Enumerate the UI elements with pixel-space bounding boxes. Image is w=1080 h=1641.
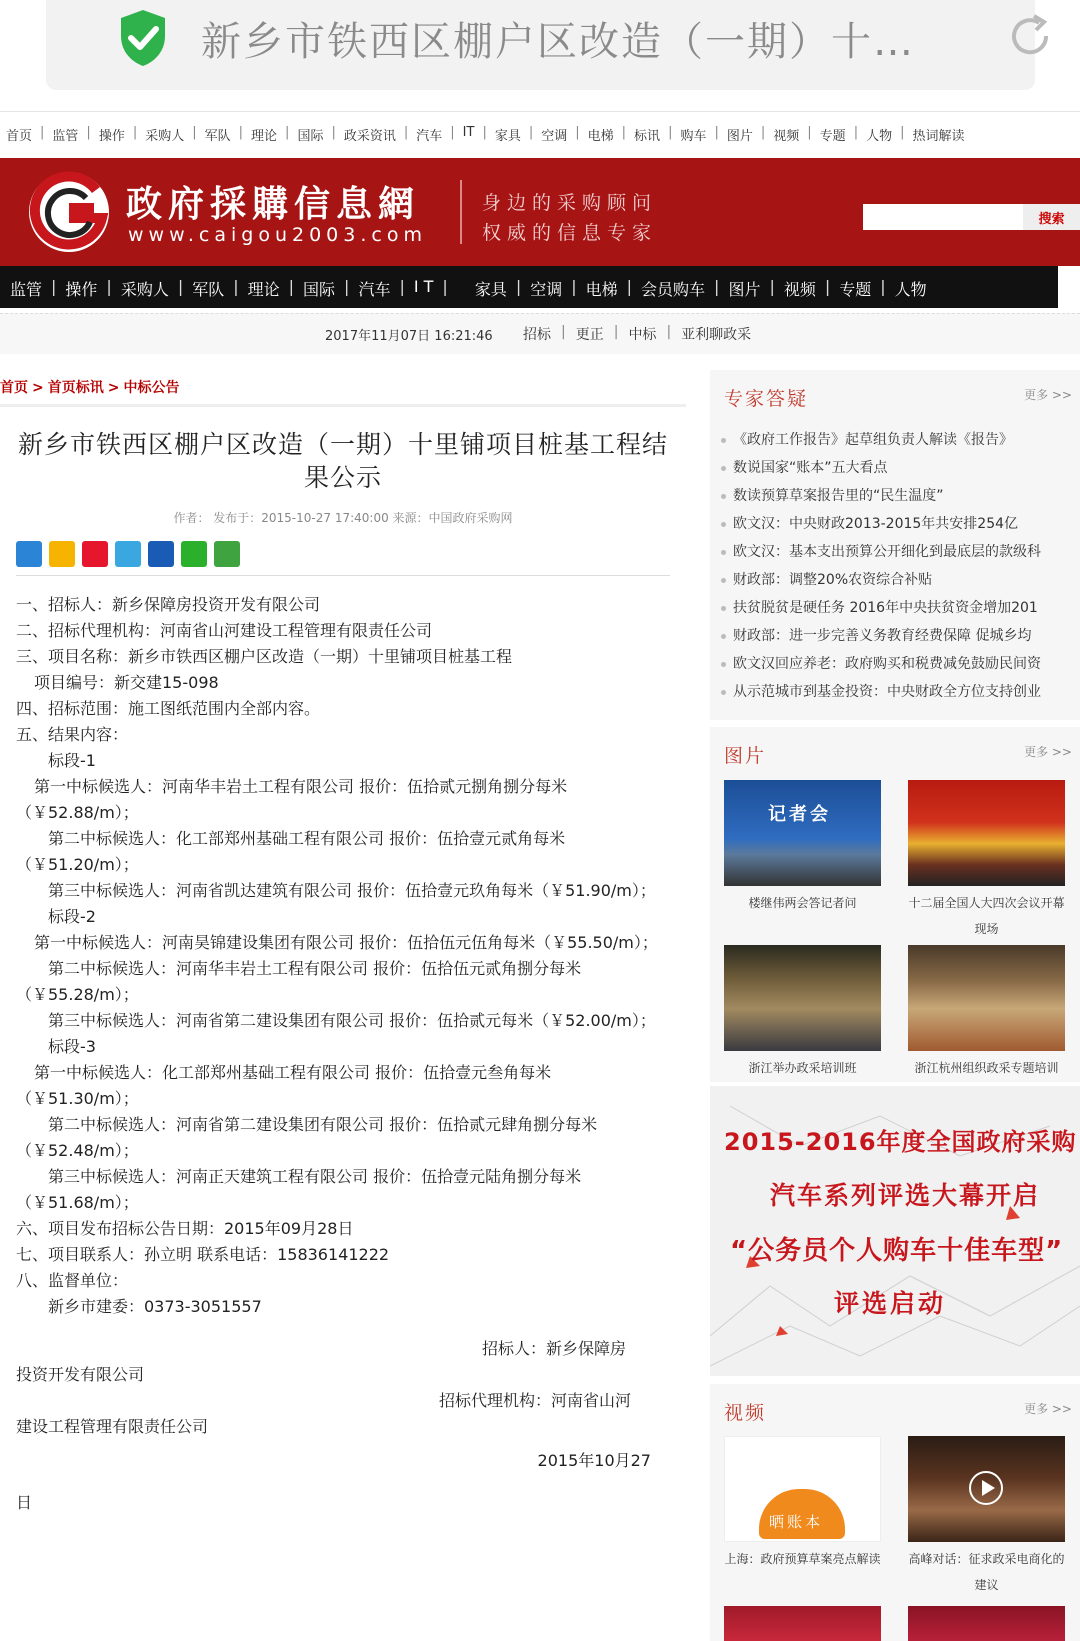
photo-card[interactable] xyxy=(724,945,881,1081)
share-more-icon[interactable] xyxy=(16,541,42,567)
video-cartoon-text: 晒账本 xyxy=(769,1513,824,1531)
play-icon[interactable] xyxy=(968,1470,1004,1506)
expert-qa-item[interactable]: 扶贫脱贫是硬任务 2016年中央扶贫资金增加201 xyxy=(720,594,1072,622)
breadcrumb-bid-news[interactable]: 首页标讯 xyxy=(47,380,104,396)
top-nav-item[interactable]: 首页 xyxy=(6,129,33,144)
photo-caption[interactable]: 十二届全国人大四次会议开幕现场 xyxy=(908,896,1065,936)
article-line: 第二中标候选人：化工部郑州基础工程有限公司 报价：伍拾壹元贰角每米（￥51.20/m）； xyxy=(16,829,566,874)
top-nav-item[interactable]: 专题 xyxy=(819,129,846,144)
sign-agent-b: 建设工程管理有限责任公司 xyxy=(16,1417,209,1436)
top-nav-item[interactable]: 采购人 xyxy=(145,129,185,144)
nav-separator: | xyxy=(760,125,766,140)
share-tencent-icon[interactable] xyxy=(115,541,141,567)
top-nav xyxy=(0,111,1080,156)
main-nav-item[interactable]: 空调 xyxy=(530,280,563,299)
photo-npc-session[interactable] xyxy=(908,780,1065,886)
article-meta: 作者： 发布于：2015-10-27 17:40:00 来源：中国政府采购网 xyxy=(173,511,513,525)
photo-hangzhou-training[interactable] xyxy=(908,945,1065,1051)
expert-qa-box xyxy=(710,370,1080,720)
video-card[interactable] xyxy=(724,1436,881,1572)
date-bar-link[interactable]: 招标 xyxy=(523,327,551,343)
expert-qa-item[interactable]: 欧文汉：中央财政2013-2015年共安排254亿 xyxy=(720,510,1072,538)
article-line: 第三中标候选人：河南正天建筑工程有限公司 报价：伍拾壹元陆角捌分每米（￥51.68/m）； xyxy=(16,1167,582,1212)
main-nav-item[interactable]: 人物 xyxy=(894,280,927,299)
main-nav-item[interactable]: 国际 xyxy=(303,280,336,299)
share-bar xyxy=(16,541,247,567)
breadcrumb: 首页 > 首页标讯 > 中标公告 xyxy=(0,380,180,396)
search-button[interactable]: 搜索 xyxy=(1023,204,1080,230)
search-box xyxy=(863,204,1080,230)
share-divider xyxy=(16,575,670,576)
main-nav-item[interactable]: 军队 xyxy=(192,280,225,299)
nav-separator: | xyxy=(853,125,859,140)
article-line: 第一中标候选人：河南昊锦建设集团有限公司 报价：伍拾伍元伍角每米（￥55.50/m）； xyxy=(34,933,658,952)
video-dialogue[interactable] xyxy=(908,1436,1065,1542)
nav-separator: | xyxy=(51,277,57,296)
top-nav-item[interactable]: 汽车 xyxy=(416,129,443,144)
nav-separator: | xyxy=(331,125,336,140)
expert-qa-item[interactable]: 从示范城市到基金投资：中央财政全方位支持创业 xyxy=(720,678,1072,706)
browser-bar xyxy=(0,0,1080,104)
nav-separator: | xyxy=(177,277,184,296)
banner-divider xyxy=(460,180,462,244)
expert-qa-title: 专家答疑 xyxy=(724,388,809,410)
share-qzone-icon[interactable] xyxy=(49,541,75,567)
nav-separator: | xyxy=(807,125,812,140)
nav-separator: | xyxy=(714,125,719,140)
share-weibo-icon[interactable] xyxy=(82,541,108,567)
nav-separator: | xyxy=(561,324,566,340)
article-line: 第二中标候选人：河南华丰岩土工程有限公司 报价：伍拾伍元贰角捌分每米（￥55.28/m）； xyxy=(16,959,582,1004)
main-nav-item[interactable]: 采购人 xyxy=(120,280,169,299)
site-url: www.caigou2003.com xyxy=(128,224,427,246)
share-renren-icon[interactable] xyxy=(148,541,174,567)
sign-date-b: 日 xyxy=(16,1493,33,1512)
top-nav-item[interactable]: 国际 xyxy=(297,129,324,144)
nav-separator: | xyxy=(132,125,138,140)
article-body xyxy=(16,592,671,1516)
main-nav-item[interactable]: 汽车 xyxy=(358,280,391,299)
article-line: 第三中标候选人：河南省凯达建筑有限公司 报价：伍拾壹元玖角每米（￥51.90/m）； xyxy=(48,881,656,900)
photos-more-link[interactable]: 更多 >> xyxy=(1024,745,1072,759)
reload-icon[interactable] xyxy=(1006,12,1054,60)
nav-separator: | xyxy=(238,125,244,140)
article-line: 标段-1 xyxy=(48,751,96,770)
video-card[interactable] xyxy=(908,1436,1065,1598)
main-nav-item[interactable]: 监管 xyxy=(10,280,43,299)
site-banner xyxy=(0,158,1080,266)
nav-separator: | xyxy=(399,277,405,296)
expert-qa-item[interactable]: 数读预算草案报告里的“民生温度” xyxy=(720,482,1072,510)
main-nav-item[interactable]: 电梯 xyxy=(585,280,618,299)
expert-qa-item[interactable]: 《政府工作报告》起草组负责人解读《报告》 xyxy=(720,426,1072,454)
site-name: 政府採購信息網 xyxy=(126,183,421,225)
date-bar-link[interactable]: 更正 xyxy=(575,327,604,343)
photo-card[interactable] xyxy=(908,780,1065,942)
top-nav-item[interactable]: 家具 xyxy=(494,129,521,144)
article-line: 第一中标候选人：化工部郑州基础工程有限公司 报价：伍拾壹元叁角每米（￥51.30/m）； xyxy=(16,1063,552,1108)
photos-title: 图片 xyxy=(724,745,767,767)
top-nav-item[interactable]: 图片 xyxy=(726,129,753,144)
photo-card[interactable] xyxy=(724,780,881,916)
slogan-line1: 身边的采购顾问 xyxy=(482,192,658,214)
expert-qa-item[interactable]: 欧文汉：基本支出预算公开细化到最底层的款级科 xyxy=(720,538,1072,566)
article-title xyxy=(0,428,686,494)
article-line: 八、监督单位： xyxy=(16,1271,129,1290)
date-bar-link[interactable]: 亚利聊政采 xyxy=(681,327,752,343)
article-line: 四、招标范围：施工图纸范围内全部内容。 xyxy=(16,699,321,718)
article-line: 三、项目名称：新乡市铁西区棚户区改造（一期）十里铺项目桩基工程 xyxy=(16,647,513,666)
top-nav-item[interactable]: 监管 xyxy=(52,129,79,144)
nav-separator: | xyxy=(666,324,672,340)
secure-shield-icon xyxy=(118,8,168,68)
main-nav-item[interactable]: 视频 xyxy=(783,280,816,299)
nav-separator: | xyxy=(575,125,580,140)
car-selection-ad[interactable] xyxy=(710,1086,1080,1376)
nav-separator: | xyxy=(192,125,197,140)
nav-separator: | xyxy=(344,277,350,296)
nav-separator: | xyxy=(528,125,534,140)
nav-separator: | xyxy=(403,125,409,140)
article-line: 新乡市建委：0373-3051557 xyxy=(48,1297,262,1316)
top-nav-item[interactable]: 购车 xyxy=(680,129,707,144)
sign-tenderer-a: 招标人：新乡保障房 xyxy=(481,1339,626,1358)
article-line: 一、招标人：新乡保障房投资开发有限公司 xyxy=(16,595,321,614)
main-nav-item[interactable]: 会员购车 xyxy=(641,280,706,299)
breadcrumb-home[interactable]: 首页 xyxy=(0,380,28,396)
article-line: 第三中标候选人：河南省第二建设集团有限公司 报价：伍拾贰元每米（￥52.00/m）； xyxy=(48,1011,656,1030)
nav-separator: | xyxy=(900,125,905,140)
address-bar[interactable] xyxy=(46,0,1035,90)
top-nav-item[interactable]: 视频 xyxy=(773,129,800,144)
date-bar-link[interactable]: 中标 xyxy=(628,327,657,343)
nav-separator: | xyxy=(515,277,522,296)
nav-separator: | xyxy=(106,277,112,296)
nav-separator: | xyxy=(40,125,45,140)
ad-line1: 2015-2016年度全国政府采购 xyxy=(724,1128,1077,1156)
video-caption[interactable]: 高峰对话：征求政采电商化的建议 xyxy=(908,1552,1065,1592)
nav-separator: | xyxy=(824,277,831,296)
site-logo-icon[interactable] xyxy=(24,168,114,256)
article-line: 第二中标候选人：河南省第二建设集团有限公司 报价：伍拾贰元肆角捌分每米（￥52.48/m）； xyxy=(16,1115,598,1160)
breadcrumb-award-notice[interactable]: 中标公告 xyxy=(123,380,180,396)
video-budget-cartoon[interactable] xyxy=(724,1436,881,1542)
article-line: 第一中标候选人：河南华丰岩土工程有限公司 报价：伍拾贰元捌角捌分每米（￥52.88/m）； xyxy=(16,777,568,822)
article-line: 六、项目发布招标公告日期：2015年09月28日 xyxy=(16,1219,354,1238)
video-caption[interactable]: 上海：政府预算草案亮点解读 xyxy=(724,1552,881,1566)
expert-qa-item[interactable]: 欧文汉回应养老：政府购买和税费减免鼓励民间资 xyxy=(720,650,1072,678)
nav-separator: | xyxy=(86,125,91,140)
nav-separator: | xyxy=(233,277,239,296)
nav-separator: | xyxy=(613,324,619,340)
article-line: 项目编号：新交建15-098 xyxy=(34,673,219,692)
article-title-text: 新乡市铁西区棚户区改造（一期）十里铺项目桩基工程结果公示 xyxy=(17,430,668,492)
share-wechat-icon[interactable] xyxy=(181,541,207,567)
page-title-url[interactable]: 新乡市铁西区棚户区改造（一期）十… xyxy=(201,19,915,65)
top-nav-item[interactable]: 政采资讯 xyxy=(343,129,396,144)
expert-qa-item[interactable]: 财政部：调整20%农资综合补贴 xyxy=(720,566,1072,594)
top-nav-item[interactable]: IT xyxy=(462,125,475,140)
nav-separator: | xyxy=(714,277,720,296)
photo-press-conference[interactable] xyxy=(724,780,881,886)
ad-line2: 汽车系列评选大幕开启 xyxy=(770,1181,1041,1210)
top-nav-item[interactable]: 军队 xyxy=(204,129,231,144)
videos-more-link[interactable]: 更多 >> xyxy=(1024,1402,1072,1416)
main-nav-item[interactable]: I T xyxy=(413,277,434,296)
photo-card[interactable] xyxy=(908,945,1065,1081)
ad-line3: “公务员个人购车十佳车型” xyxy=(730,1236,1064,1266)
main-nav-item[interactable]: 家具 xyxy=(474,280,507,299)
video-thumb-partial[interactable] xyxy=(724,1606,881,1641)
expert-qa-item[interactable]: 财政部：进一步完善义务教育经费保障 促城乡均 xyxy=(720,622,1072,650)
main-nav-item[interactable]: 理论 xyxy=(247,280,280,299)
date-bar xyxy=(0,313,1080,354)
article-line: 标段-3 xyxy=(48,1037,96,1056)
current-datetime: 2017年11月07日 16:21:46 xyxy=(325,329,493,344)
sign-tenderer-b: 投资开发有限公司 xyxy=(16,1365,145,1384)
nav-separator: | xyxy=(668,125,673,140)
article-line: 五、结果内容： xyxy=(16,725,129,744)
article-line: 标段-2 xyxy=(48,907,96,926)
top-nav-item[interactable]: 标讯 xyxy=(634,129,661,144)
nav-separator: | xyxy=(288,277,295,296)
article-line: 二、招标代理机构：河南省山河建设工程管理有限责任公司 xyxy=(16,621,433,640)
search-input[interactable] xyxy=(863,204,1023,230)
top-nav-item[interactable]: 人物 xyxy=(866,129,893,144)
top-nav-item[interactable]: 电梯 xyxy=(587,129,614,144)
nav-separator: | xyxy=(482,125,487,140)
video-thumb-partial[interactable] xyxy=(908,1606,1065,1641)
nav-separator: | xyxy=(571,277,577,296)
breadcrumb-divider xyxy=(0,404,686,407)
share-kaixin-icon[interactable] xyxy=(214,541,240,567)
slogan-line2: 权威的信息专家 xyxy=(482,222,658,244)
expert-qa-more-link[interactable]: 更多 >> xyxy=(1024,388,1072,402)
nav-separator: | xyxy=(880,277,886,296)
ad-line4: 评选启动 xyxy=(834,1289,947,1318)
sign-date-a: 2015年10月27 xyxy=(537,1451,651,1470)
photo-banner-text: 记者会 xyxy=(768,804,831,825)
main-nav-item[interactable]: 图片 xyxy=(728,280,761,299)
sign-agent-a: 招标代理机构：河南省山河 xyxy=(438,1391,631,1410)
photo-caption[interactable]: 楼继伟两会答记者问 xyxy=(748,896,857,910)
expert-qa-item[interactable]: 数说国家“账本”五大看点 xyxy=(720,454,1072,482)
top-nav-item[interactable]: 操作 xyxy=(98,129,125,144)
top-nav-item[interactable]: 空调 xyxy=(541,129,568,144)
top-nav-item[interactable]: 理论 xyxy=(251,129,278,144)
nav-separator: | xyxy=(621,125,627,140)
nav-separator: | xyxy=(285,125,290,140)
videos-title: 视频 xyxy=(724,1402,767,1424)
main-nav-item[interactable]: 操作 xyxy=(65,280,98,299)
nav-separator: | xyxy=(626,277,633,296)
top-nav-item[interactable]: 热词解读 xyxy=(912,129,965,144)
photo-caption[interactable]: 浙江杭州组织政采专题培训 xyxy=(914,1061,1059,1075)
main-nav xyxy=(0,266,1058,308)
nav-separator: | xyxy=(450,125,455,140)
photo-caption[interactable]: 浙江举办政采培训班 xyxy=(748,1061,857,1075)
photo-zhejiang-training[interactable] xyxy=(724,945,881,1051)
main-nav-item[interactable]: 专题 xyxy=(839,280,872,299)
article-line: 七、项目联系人：孙立明 联系电话：15836141222 xyxy=(16,1245,390,1264)
nav-separator: | xyxy=(769,277,775,296)
nav-separator: | xyxy=(442,277,448,296)
